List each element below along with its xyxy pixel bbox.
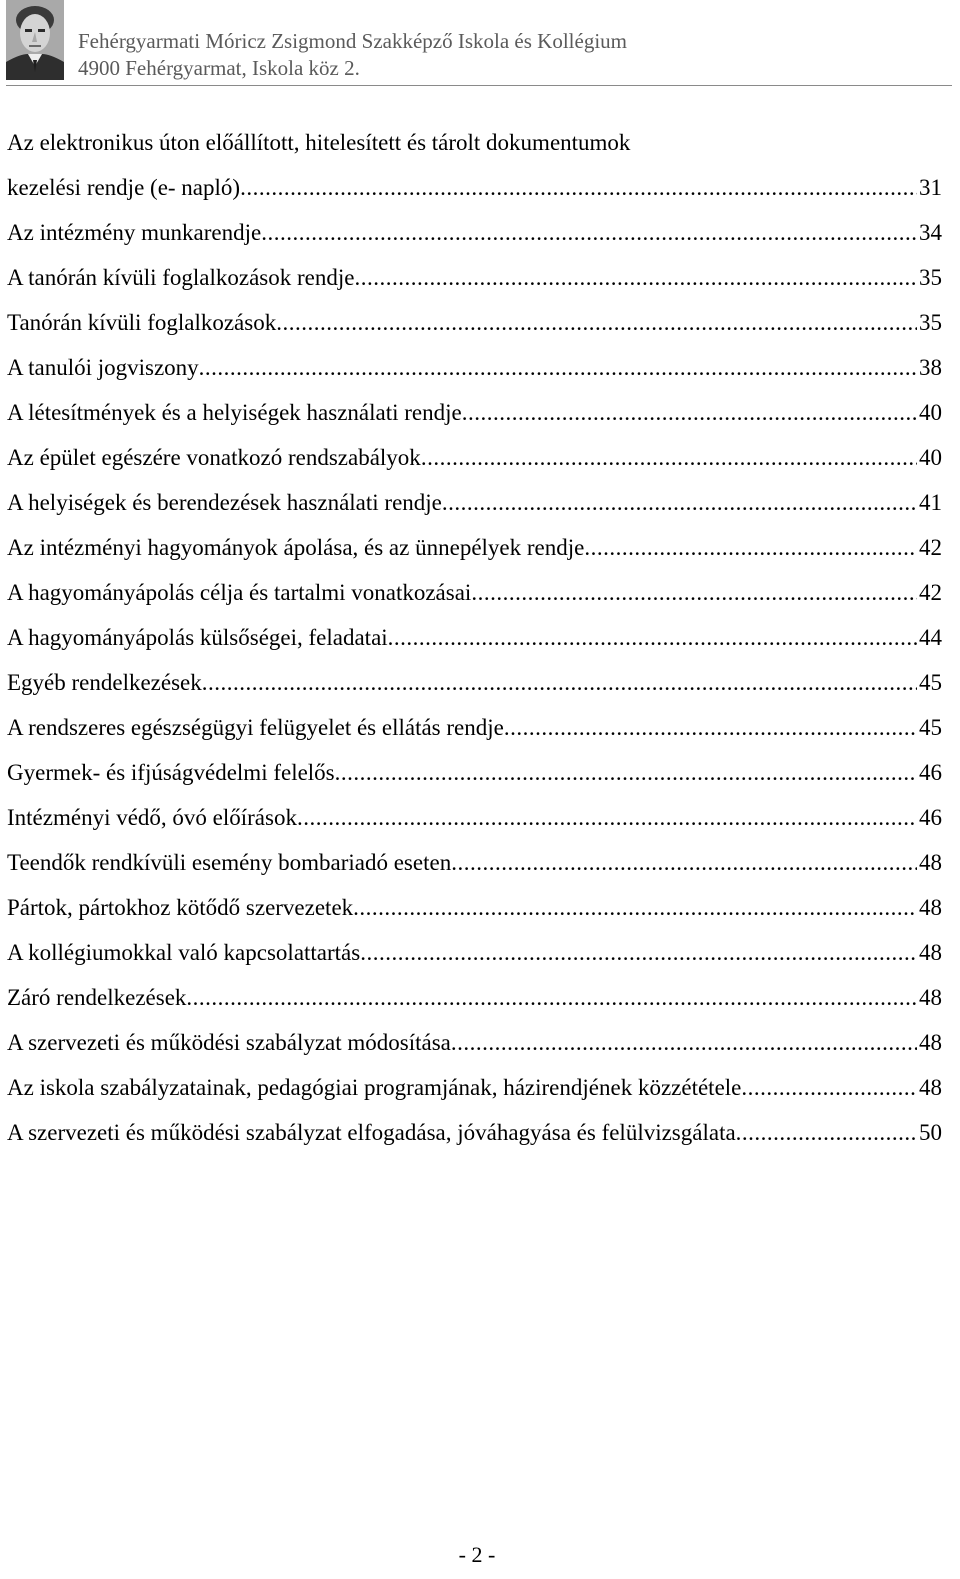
toc-dot-leader (462, 395, 917, 431)
toc-dot-leader (186, 980, 917, 1016)
toc-entry-page-number: 48 (919, 1075, 942, 1100)
toc-dot-leader (297, 800, 917, 836)
toc-entry[interactable] (7, 845, 942, 890)
toc-entry-title: A létesítmények és a helyiségek használati rendje (7, 400, 462, 425)
toc-dot-leader (261, 215, 917, 251)
header-divider (6, 85, 952, 86)
toc-entry-page-number: 48 (919, 850, 942, 875)
toc-entry-title: Gyermek- és ifjúságvédelmi felelős (7, 760, 335, 785)
toc-entry-page-number: 38 (919, 355, 942, 380)
school-address: 4900 Fehérgyarmat, Iskola köz 2. (78, 56, 360, 80)
toc-entry[interactable] (7, 665, 942, 710)
toc-dot-leader (442, 485, 917, 521)
toc-entry[interactable] (7, 575, 942, 620)
toc-entry-title: kezelési rendje (e- napló) (7, 175, 241, 200)
toc-entry[interactable] (7, 980, 942, 1025)
toc-entry-page-number: 50 (919, 1120, 942, 1145)
toc-entry[interactable] (7, 1070, 942, 1115)
toc-entry-title: A hagyományápolás célja és tartalmi vonatkozásai (7, 580, 472, 605)
portrait-photo-icon (6, 0, 64, 80)
toc-entry-page-number: 45 (919, 670, 942, 695)
toc-dot-leader (471, 575, 917, 611)
toc-entry-title: Az iskola szabályzatainak, pedagógiai programjának, házirendjének közzététele (7, 1075, 742, 1100)
page-number: - 2 - (458, 1542, 496, 1567)
toc-entry[interactable] (7, 305, 942, 350)
toc-entry-page-number: 42 (919, 580, 942, 605)
toc-entry[interactable] (7, 935, 942, 980)
toc-entry-title: A kollégiumokkal való kapcsolattartás (7, 940, 361, 965)
toc-entry-page-number: 48 (919, 940, 942, 965)
toc-entry-page-number: 46 (919, 805, 942, 830)
table-of-contents (7, 125, 942, 1160)
toc-entry[interactable] (7, 395, 942, 440)
toc-continuation-line (7, 125, 942, 170)
toc-dot-leader (421, 440, 917, 476)
toc-entry-page-number: 35 (919, 310, 942, 335)
toc-entry[interactable] (7, 1025, 942, 1070)
toc-entry[interactable] (7, 530, 942, 575)
toc-entry-title: Egyéb rendelkezések (7, 670, 202, 695)
header-text-block (78, 28, 627, 82)
toc-dot-leader (451, 845, 917, 881)
toc-entry-page-number: 40 (919, 400, 942, 425)
toc-entry-page-number: 31 (919, 175, 942, 200)
toc-dot-leader (199, 350, 917, 386)
toc-entry-title: A rendszeres egészségügyi felügyelet és ellátás rendje (7, 715, 504, 740)
toc-dot-leader (354, 260, 917, 296)
toc-entry-page-number: 34 (919, 220, 942, 245)
toc-entry[interactable] (7, 215, 942, 260)
toc-entry-title: Záró rendelkezések (7, 985, 187, 1010)
toc-entry[interactable] (7, 890, 942, 935)
toc-entry-title: A helyiségek és berendezések használati rendje (7, 490, 442, 515)
toc-entry[interactable] (7, 1115, 942, 1160)
toc-dot-leader (451, 1025, 917, 1061)
toc-entry-title: Tanórán kívüli foglalkozások (7, 310, 277, 335)
toc-entry[interactable] (7, 755, 942, 800)
toc-entry[interactable] (7, 260, 942, 305)
toc-entry-title: A szervezeti és működési szabályzat módosítása (7, 1030, 451, 1055)
toc-entry[interactable] (7, 800, 942, 845)
toc-dot-leader (741, 1070, 917, 1106)
toc-entry-title: A tanulói jogviszony (7, 355, 199, 380)
toc-entry-page-number: 48 (919, 1030, 942, 1055)
toc-dot-leader (276, 305, 917, 341)
toc-entry-title: Az elektronikus úton előállított, hitelesített és tárolt dokumentumok (7, 130, 631, 155)
toc-dot-leader (584, 530, 917, 566)
toc-entry[interactable] (7, 350, 942, 395)
toc-dot-leader (504, 710, 917, 746)
toc-entry-page-number: 48 (919, 985, 942, 1010)
toc-entry-title: A szervezeti és működési szabályzat elfogadása, jóváhagyása és felülvizsgálata (7, 1120, 736, 1145)
toc-dot-leader (240, 170, 917, 206)
toc-entry-title: Az intézményi hagyományok ápolása, és az ünnepélyek rendje (7, 535, 585, 560)
toc-entry-page-number: 46 (919, 760, 942, 785)
toc-entry-page-number: 44 (919, 625, 942, 650)
toc-entry-page-number: 42 (919, 535, 942, 560)
toc-entry[interactable] (7, 440, 942, 485)
toc-entry-page-number: 41 (919, 490, 942, 515)
toc-dot-leader (360, 935, 917, 971)
toc-entry-page-number: 35 (919, 265, 942, 290)
toc-entry[interactable] (7, 710, 942, 755)
toc-dot-leader (388, 620, 917, 656)
toc-entry[interactable] (7, 485, 942, 530)
toc-entry-page-number: 45 (919, 715, 942, 740)
toc-dot-leader (736, 1115, 917, 1151)
toc-entry-title: A hagyományápolás külsőségei, feladatai (7, 625, 388, 650)
toc-dot-leader (202, 665, 917, 701)
toc-dot-leader (353, 890, 917, 926)
toc-entry-title: A tanórán kívüli foglalkozások rendje (7, 265, 355, 290)
toc-entry[interactable] (7, 170, 942, 215)
toc-entry-title: Az épület egészére vonatkozó rendszabályok (7, 445, 421, 470)
toc-entry-page-number: 48 (919, 895, 942, 920)
toc-entry-title: Pártok, pártokhoz kötődő szervezetek (7, 895, 354, 920)
toc-entry[interactable] (7, 620, 942, 665)
school-name: Fehérgyarmati Móricz Zsigmond Szakképző Iskola és Kollégium (78, 29, 627, 53)
toc-entry-page-number: 40 (919, 445, 942, 470)
toc-entry-title: Teendők rendkívüli esemény bombariadó eseten (7, 850, 452, 875)
page-header (0, 0, 960, 88)
toc-entry-title: Intézményi védő, óvó előírások (7, 805, 297, 830)
toc-dot-leader (335, 755, 917, 791)
toc-entry-title: Az intézmény munkarendje (7, 220, 262, 245)
